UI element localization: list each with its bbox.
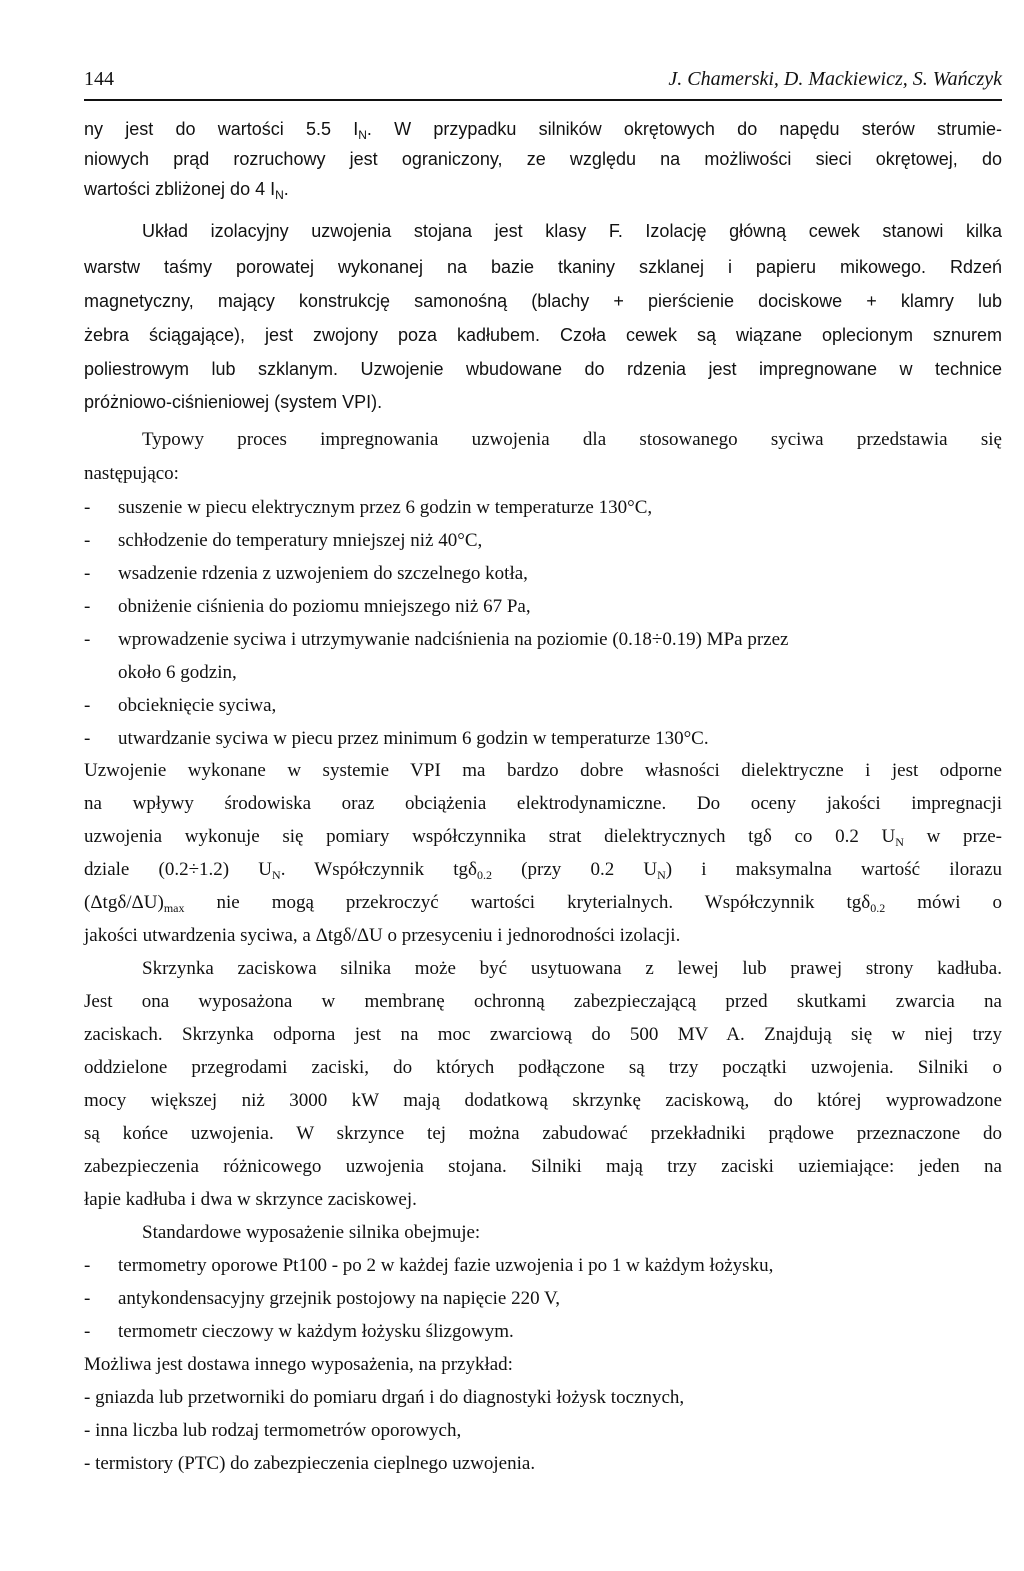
list-item: - termistory (PTC) do zabezpieczenia cieplnego uzwojenia. <box>84 1453 536 1474</box>
text-line: są końce uzwojenia. W skrzynce tej można zabudować przekładniki prądowe przeznaczone do <box>84 1123 1002 1144</box>
list-item: - obniżenie ciśnienia do poziomu mniejszego niż 67 Pa, <box>84 596 531 617</box>
text-line: łapie kadłuba i dwa w skrzynce zaciskowej. <box>84 1189 417 1210</box>
text-line: Skrzynka zaciskowa silnika może być usytuowana z lewej lub prawej strony kadłuba. <box>142 958 1002 979</box>
list-item: - utwardzanie syciwa w piecu przez minimum 6 godzin w temperaturze 130°C. <box>84 728 709 749</box>
text-line: na wpływy środowiska oraz obciążenia elektrodynamiczne. Do oceny jakości impregnacji <box>84 793 1002 814</box>
text-line: ny jest do wartości 5.5 $I_N$. W przypadku silników okrętowych do napędu sterów strumie- <box>84 119 1002 142</box>
list-item: - suszenie w piecu elektrycznym przez 6 godzin w temperaturze 130°C, <box>84 497 653 518</box>
list-item: - termometry oporowe Pt100 - po 2 w każdej fazie uzwojenia i po 1 w każdym łożysku, <box>84 1255 774 1276</box>
header-rule <box>84 99 1002 101</box>
text-line: uzwojenia wykonuje się pomiary współczynnika strat dielektrycznych tgδ co 0.2 $U_N$ w prze- <box>84 826 1002 849</box>
text-line: Układ izolacyjny uzwojenia stojana jest klasy F. Izolację główną cewek stanowi kilka <box>142 221 1002 241</box>
list-item: - schłodzenie do temperatury mniejszej niż 40°C, <box>84 530 483 551</box>
list-item-continuation: około 6 godzin, <box>118 662 237 683</box>
text-line: Standardowe wyposażenie silnika obejmuje: <box>142 1222 481 1243</box>
text-line: następująco: <box>84 463 179 484</box>
page-number: 144 <box>84 68 114 90</box>
text-line: próżniowo-ciśnieniowej (system VPI). <box>84 392 383 412</box>
text-line: niowych prąd rozruchowy jest ograniczony, ze względu na możliwości sieci okrętowej, do <box>84 149 1002 169</box>
text-line: Typowy proces impregnowania uzwojenia dla stosowanego syciwa przedstawia się <box>142 429 1002 450</box>
text-line: Uzwojenie wykonane w systemie VPI ma bardzo dobre własności dielektryczne i jest odporne <box>84 760 1002 781</box>
list-item: - wprowadzenie syciwa i utrzymywanie nadciśnienia na poziomie (0.18÷0.19) MPa przez <box>84 629 789 650</box>
list-item: - termometr cieczowy w każdym łożysku ślizgowym. <box>84 1321 514 1342</box>
text-line: warstw taśmy porowatej wykonanej na bazie tkaniny szklanej i papieru mikowego. Rdzeń <box>84 257 1002 277</box>
page-header <box>84 68 1002 98</box>
text-line: wartości zbliżonej do 4 $I_N$. <box>84 179 289 202</box>
list-item: - gniazda lub przetworniki do pomiaru drgań i do diagnostyki łożysk tocznych, <box>84 1387 685 1408</box>
text-line: Jest ona wyposażona w membranę ochronną zabezpieczającą przed skutkami zwarcia na <box>84 991 1002 1012</box>
text-line: magnetyczny, mający konstrukcję samonośną (blachy + pierścienie dociskowe + klamry lub <box>84 291 1002 311</box>
text-line: zaciskach. Skrzynka odporna jest na moc zwarciową do 500 MV A. Znajdują się w niej trzy <box>84 1024 1002 1045</box>
text-line: zabezpieczenia różnicowego uzwojenia stojana. Silniki mają trzy zaciski uziemiające: jeden na <box>84 1156 1002 1177</box>
running-head-authors: J. Chamerski, D. Mackiewicz, S. Wańczyk <box>668 68 1002 90</box>
list-item: - wsadzenie rdzenia z uzwojeniem do szczelnego kotła, <box>84 563 528 584</box>
text-line: jakości utwardzenia syciwa, a Δtgδ/ΔU o przesyceniu i jednorodności izolacji. <box>84 925 681 946</box>
text-line: dziale (0.2÷1.2) $U_N$. Współczynnik tgδ$_{0.2}$ (przy 0.2 $U_N$) i maksymalna wartość ilorazu <box>84 859 1002 882</box>
text-line: oddzielone przegrodami zaciski, do których podłączone są trzy początki uzwojenia. Silniki o <box>84 1057 1002 1078</box>
text-line: $(\Delta tg\delta/\Delta U)_{max}$ nie mogą przekroczyć wartości kryterialnych. Współczynnik tgδ$_{0.2}$ mówi o <box>84 892 1002 915</box>
text-line: mocy większej niż 3000 kW mają dodatkową skrzynkę zaciskową, do której wyprowadzone <box>84 1090 1002 1111</box>
list-item: - inna liczba lub rodzaj termometrów oporowych, <box>84 1420 462 1441</box>
text-line: żebra ściągające), jest zwojony poza kadłubem. Czoła cewek są wiązane oplecionym sznurem <box>84 325 1002 345</box>
list-item: - obcieknięcie syciwa, <box>84 695 277 716</box>
list-item: - antykondensacyjny grzejnik postojowy na napięcie 220 V, <box>84 1288 561 1309</box>
text-line: poliestrowym lub szklanym. Uzwojenie wbudowane do rdzenia jest impregnowane w technice <box>84 359 1002 379</box>
text-line: Możliwa jest dostawa innego wyposażenia, na przykład: <box>84 1354 513 1375</box>
